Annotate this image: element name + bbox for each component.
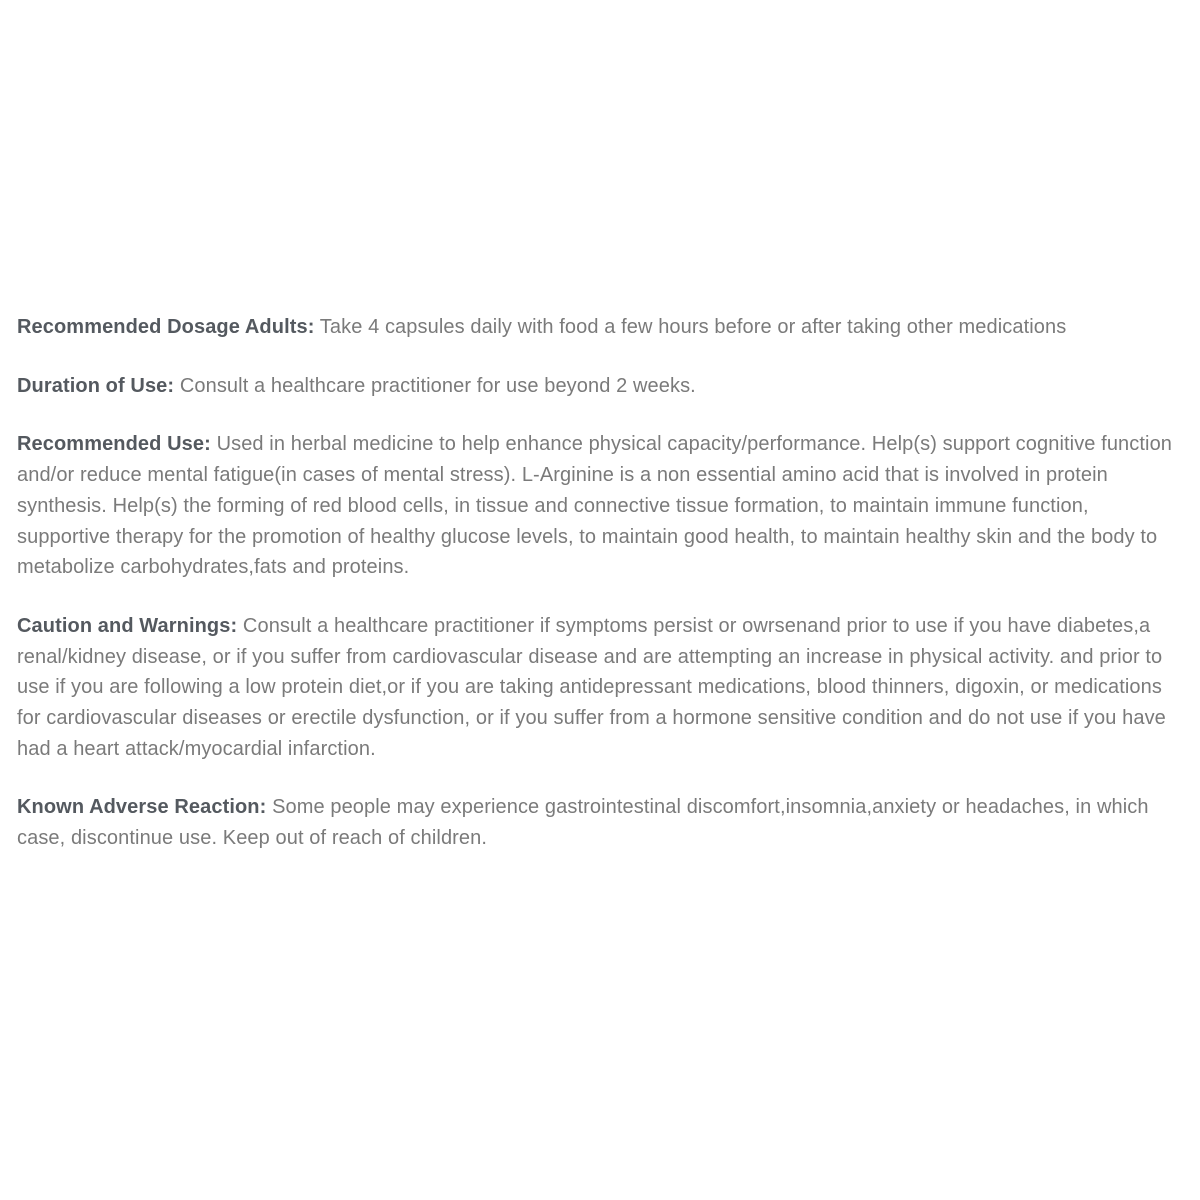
adverse-reaction-section <box>17 792 1183 853</box>
product-info-content <box>17 312 1183 854</box>
section-text: Consult a healthcare practitioner if symptoms persist or owrsenand prior to use if you have diabetes,a renal/kidney disease, or if you suffer from cardiovascular disease and are attempting an increase in physical activity. and prior to use if you are following a low protein diet,or if you are taking antidepressant medications, blood thinners, digoxin, or medications for cardiovascular diseases or erectile dysfunction, or if you suffer from a hormone sensitive condition and do not use if you have had a heart attack/myocardial infarction. <box>17 614 1166 760</box>
section-label: Recommended Use: <box>17 433 211 456</box>
section-label: Recommended Dosage Adults: <box>17 316 315 338</box>
caution-warnings-section <box>17 611 1183 765</box>
section-label: Duration of Use: <box>17 374 175 397</box>
section-label: Caution and Warnings: <box>17 614 238 637</box>
recommended-use-section <box>17 429 1183 583</box>
section-text: Take 4 capsules daily with food a few hours before or after taking other medications <box>319 316 1067 338</box>
section-label: Known Adverse Reaction: <box>17 796 267 819</box>
section-text: Some people may experience gastrointestinal discomfort,insomnia,anxiety or headaches, in which case, discontinue use. Keep out of reach of children. <box>17 796 1149 850</box>
duration-section <box>17 371 1183 402</box>
dosage-section <box>17 312 1183 343</box>
section-text: Used in herbal medicine to help enhance physical capacity/performance. Help(s) support cognitive function and/or reduce mental fatigue(in cases of mental stress). L-Arginine is a non essential amino acid that is involved in protein synthesis. Help(s) the forming of red blood cells, in tissue and connective tissue formation, to maintain immune function, supportive therapy for the promotion of healthy glucose levels, to maintain good health, to maintain healthy skin and the body to metabolize carbohydrates,fats and proteins. <box>17 433 1173 579</box>
section-text: Consult a healthcare practitioner for use beyond 2 weeks. <box>179 374 696 397</box>
